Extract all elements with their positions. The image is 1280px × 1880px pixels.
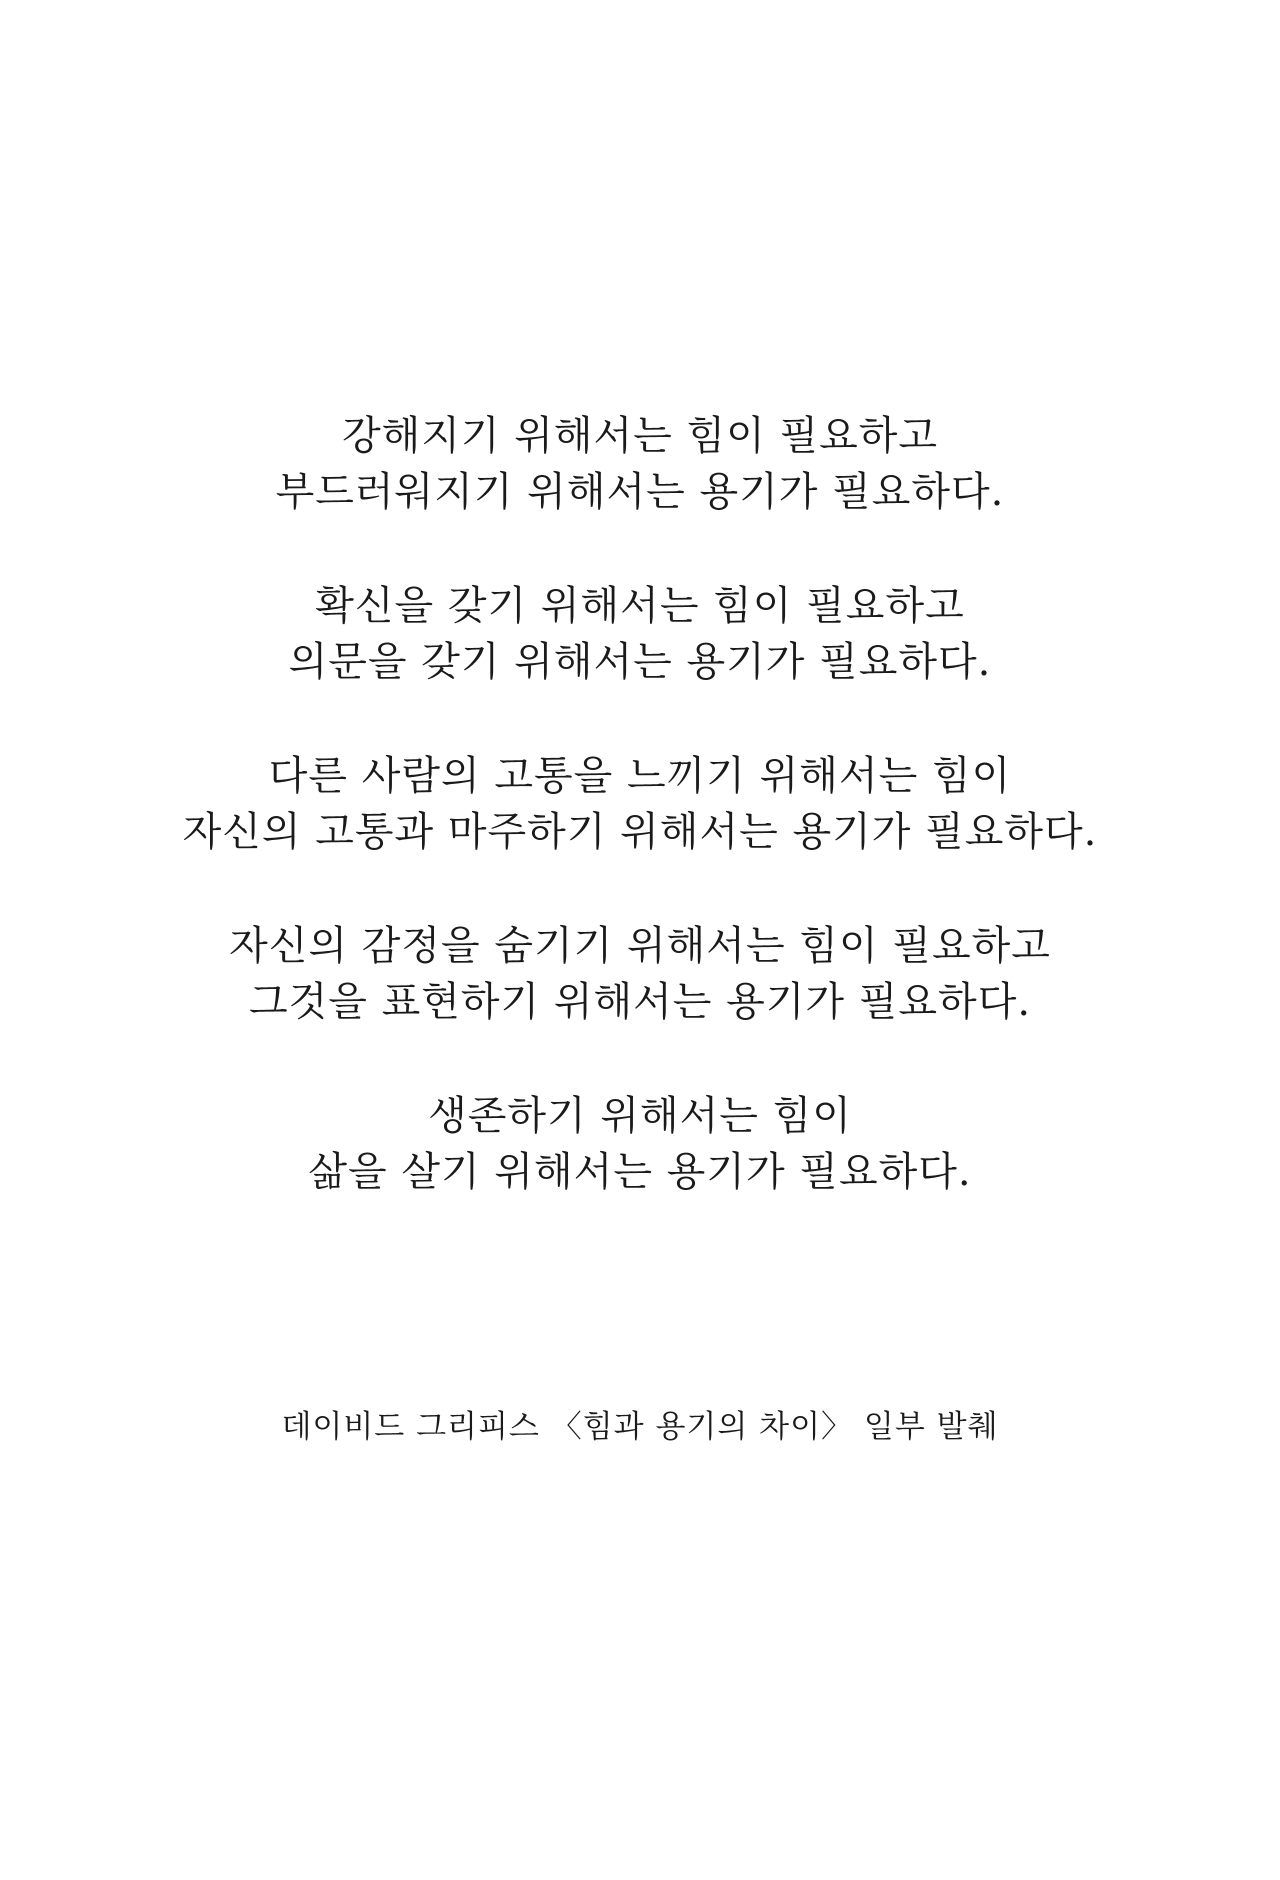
poem-line: 생존하기 위해서는 힘이 [428,1093,852,1139]
poem-line: 자신의 고통과 마주하기 위해서는 용기가 필요하다. [182,809,1098,855]
poem-line: 삶을 살기 위해서는 용기가 필요하다. [308,1149,972,1195]
poem [0,408,1280,1258]
poem-line: 강해지기 위해서는 힘이 필요하고 [341,413,939,459]
poem-line: 다른 사람의 고통을 느끼기 위해서는 힘이 [268,753,1012,799]
stanza-5 [0,1088,1280,1200]
poem-line: 확신을 갖기 위해서는 힘이 필요하고 [315,583,965,629]
stanza-3 [0,748,1280,860]
poem-line: 부드러워지기 위해서는 용기가 필요하다. [275,469,1005,515]
poem-line: 자신의 감정을 숨기기 위해서는 힘이 필요하고 [229,923,1051,969]
stanza-4 [0,918,1280,1030]
source-credit: 데이비드 그리피스 〈힘과 용기의 차이〉 일부 발췌 [281,1409,999,1445]
stanza-2 [0,578,1280,690]
poem-line: 그것을 표현하기 위해서는 용기가 필요하다. [248,979,1032,1025]
stanza-1 [0,408,1280,520]
poem-line: 의문을 갖기 위해서는 용기가 필요하다. [288,639,992,685]
